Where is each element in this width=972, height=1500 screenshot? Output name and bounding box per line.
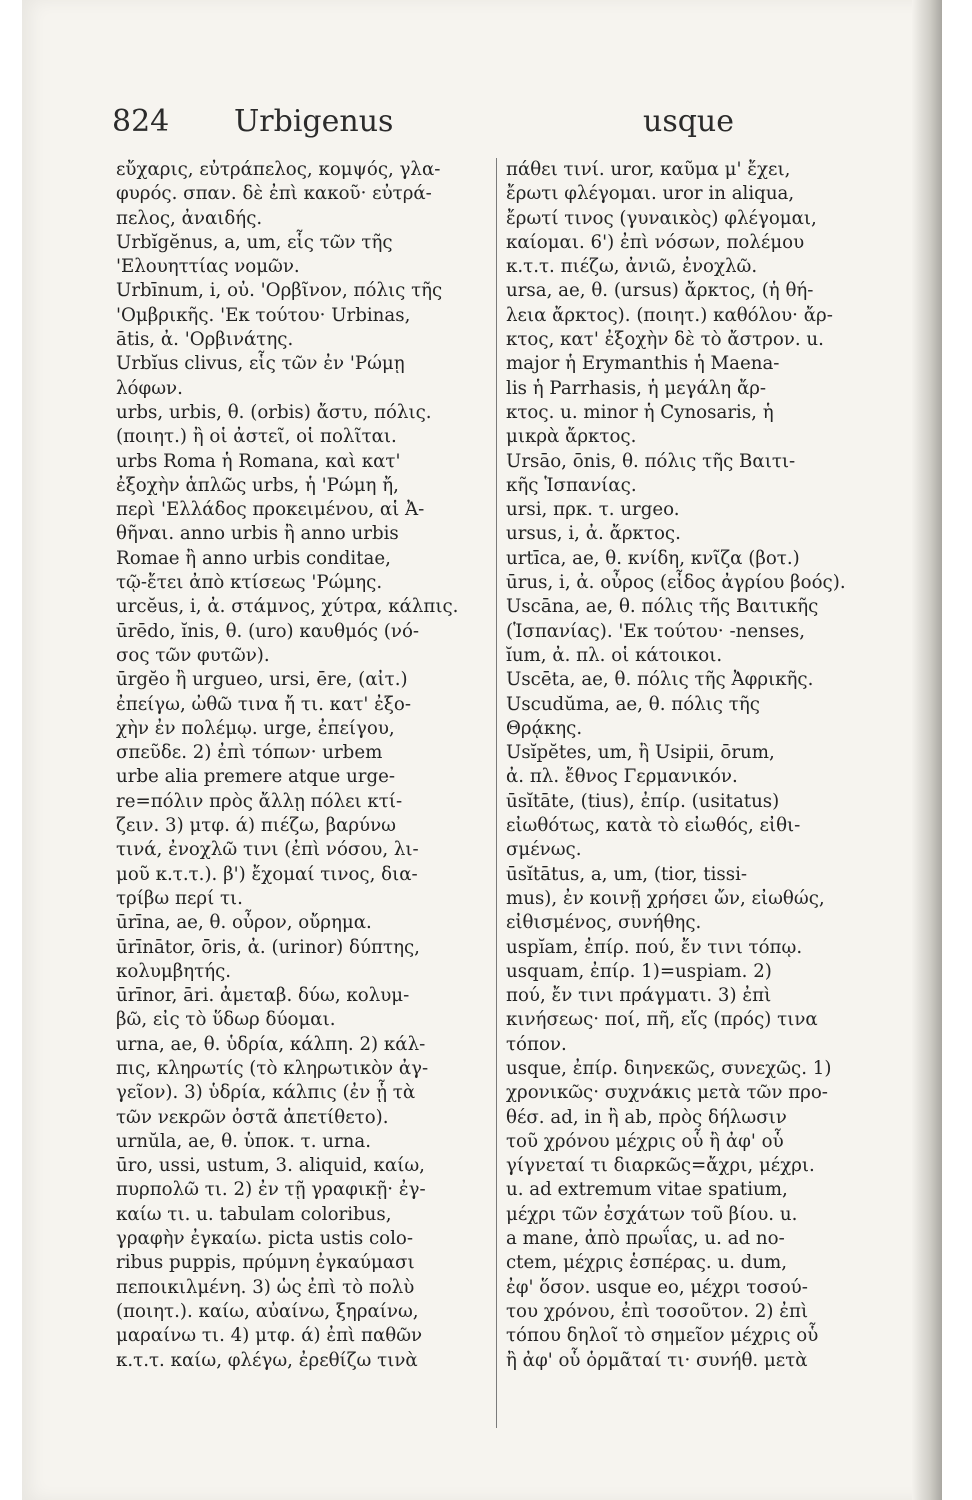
text-line: πάθει τινί. uror, καῦμα μ' ἔχει, — [506, 159, 791, 180]
text-line: lis ἡ Parrhasis, ἡ μεγάλη ἄρ- — [506, 377, 767, 399]
text-line: κτος, κατ' ἐξοχὴν δὲ τὸ ἄστρον. u. — [506, 329, 824, 351]
text-line: ἐξοχὴν ἁπλῶς urbs, ἡ 'Ρώμη ἤ, — [116, 474, 399, 496]
text-line: ἐπείγω, ὠθῶ τινα ἤ τι. κατ' ἐξο- — [116, 693, 412, 715]
text-line: τινά, ἐνοχλῶ τινι (ἐπὶ νόσου, λι- — [116, 839, 419, 861]
text-line: τῶν νεκρῶν ὀστᾶ ἀπετίθετο). — [116, 1106, 389, 1128]
text-line: ζειν. 3) μτφ. ά) πιέζω, βαρύνω — [116, 815, 397, 837]
text-line: γεῖον). 3) ὑδρία, κάλπις (ἐν ᾗ τὰ — [116, 1082, 416, 1104]
header-last-entry: usque — [643, 104, 734, 139]
text-line: (ποιητ.). καίω, αὐαίνω, ξηραίνω, — [116, 1300, 419, 1322]
header-first-entry: Urbigenus — [234, 104, 394, 139]
text-line: ἔρωτι φλέγομαι. uror in aliqua, — [506, 183, 795, 205]
text-line: γίγνεταί τι διαρκῶς=ἄχρι, μέχρι. — [506, 1155, 815, 1177]
text-line: κολυμβητής. — [116, 960, 232, 982]
text-line: ūrgĕo ἢ urgueo, ursi, ēre, (αἰτ.) — [116, 669, 408, 691]
text-line: Uscudŭma, ae, θ. πόλις τῆς — [506, 693, 760, 715]
text-line: γραφὴν ἐγκαίω. picta ustis colo- — [116, 1228, 414, 1250]
text-line: 'Ελουηττίας νομῶν. — [116, 256, 300, 278]
text-line: θῆναι. anno urbis ἢ anno urbis — [116, 523, 399, 545]
page-edge-shadow — [912, 0, 942, 1500]
text-line: Urbīnum, i, οὐ. 'Ορβῖνον, πόλις τῆς — [116, 280, 443, 302]
text-line: ctem, μέχρις ἑσπέρας. u. dum, — [506, 1252, 788, 1274]
text-line: του χρόνου, ἐπὶ τοσοῦτον. 2) ἐπὶ — [506, 1300, 809, 1322]
text-line: (Ἱσπανίας). 'Εκ τούτου· -nenses, — [506, 620, 806, 642]
text-line: usquam, ἐπίρ. 1)=uspiam. 2) — [506, 960, 772, 982]
right-column — [506, 158, 891, 1373]
text-line: ūrīnātor, ōris, ἀ. (urinor) δύπτης, — [116, 936, 420, 958]
page-header — [112, 104, 734, 144]
text-line: τρίβω περί τι. — [116, 887, 243, 909]
text-line: λόφων. — [116, 377, 183, 399]
text-line: κ.τ.τ. καίω, φλέγω, ἐρεθίζω τινὰ — [116, 1349, 418, 1371]
text-line: urnŭla, ae, θ. ὑποκ. τ. urna. — [116, 1130, 371, 1152]
text-line: ἐφ' ὅσον. usque eo, μέχρι τοσού- — [506, 1276, 808, 1298]
text-line: πελος, ἀναιδής. — [116, 207, 263, 229]
text-line: μοῦ κ.τ.τ.). β') ἔχομαί τινος, δια- — [116, 863, 418, 885]
text-line: κῆς Ἱσπανίας. — [506, 474, 637, 496]
text-line: λεια ἄρκτος). (ποιητ.) καθόλου· ἄρ- — [506, 304, 833, 326]
text-line: σπεῦδε. 2) ἐπὶ τόπων· urbem — [116, 742, 383, 764]
text-line: Urbĭus clivus, εἷς τῶν ἐν 'Ρώμῃ — [116, 353, 405, 375]
text-line: Uscāna, ae, θ. πόλις τῆς Βαιτικῆς — [506, 596, 819, 618]
text-line: (ποιητ.) ἢ οἱ ἀστεῖ, οἱ πολῖται. — [116, 426, 397, 448]
text-line: major ἡ Erymanthis ἡ Maena- — [506, 353, 780, 375]
text-line: περὶ 'Ελλάδος προκειμένου, αἱ Ἀ- — [116, 499, 425, 521]
text-line: ursa, ae, θ. (ursus) ἄρκτος, (ἡ θή- — [506, 280, 814, 302]
text-line: Urbĭgĕnus, a, um, εἷς τῶν τῆς — [116, 231, 393, 253]
text-line: φυρός. σπαν. δὲ ἐπὶ κακοῦ· εὐτρά- — [116, 183, 432, 205]
text-line: ribus puppis, πρύμνη ἐγκαύμασι — [116, 1252, 415, 1274]
text-line: πις, κληρωτίς (τὸ κληρωτικὸν ἀγ- — [116, 1057, 429, 1079]
text-line: τῷ-ἔτει ἀπὸ κτίσεως 'Ρώμης. — [116, 572, 383, 594]
text-line: ursus, i, ἀ. ἄρκτος. — [506, 523, 681, 545]
text-line: mus), ἐν κοινῇ χρήσει ὤν, εἰωθώς, — [506, 887, 825, 909]
text-line: κινήσεως· ποί, πῆ, εἴς (πρός) τινα — [506, 1009, 818, 1031]
text-line: βῶ, εἰς τὸ ὕδωρ δύομαι. — [116, 1009, 336, 1031]
text-line: σος τῶν φυτῶν). — [116, 644, 270, 666]
text-line: πού, ἔν τινι πράγματι. 3) ἐπὶ — [506, 985, 772, 1007]
text-line: a mane, ἀπὸ πρωΐας, u. ad no- — [506, 1228, 785, 1250]
text-line: ἀ. πλ. ἔθνος Γερμανικόν. — [506, 766, 738, 788]
text-line: ūro, ussi, ustum, 3. aliquid, καίω, — [116, 1155, 425, 1177]
text-line: ātis, ἀ. 'Ορβινάτης. — [116, 329, 294, 351]
text-line: ūrīnor, āri. ἀμεταβ. δύω, κολυμ- — [116, 985, 410, 1007]
text-line: Romae ἢ anno urbis conditae, — [116, 547, 391, 569]
text-line: urbe alia premere atque urge- — [116, 766, 396, 788]
text-line: τόπου δηλοῖ τὸ σημεῖον μέχρις οὗ — [506, 1325, 819, 1347]
text-line: u. ad extremum vitae spatium, — [506, 1179, 788, 1201]
text-line: ursi, πρκ. τ. urgeo. — [506, 499, 680, 521]
text-line: μικρὰ ἄρκτος. — [506, 426, 637, 448]
text-line: σμένως. — [506, 839, 582, 861]
text-line: εἰωθότως, κατὰ τὸ εἰωθός, εἰθι- — [506, 815, 801, 837]
text-line: ūrēdo, ĭnis, θ. (uro) καυθμός (νό- — [116, 620, 420, 642]
text-line: κτος. u. minor ἡ Cynosaris, ἡ — [506, 401, 774, 423]
text-line: χὴν ἐν πολέμῳ. urge, ἐπείγου, — [116, 717, 395, 739]
text-line: τόπον. — [506, 1033, 567, 1055]
text-line: ἢ ἀφ' οὗ ὁρμᾶταί τι· συνήθ. μετὰ — [506, 1349, 808, 1371]
text-line: Usĭpĕtes, um, ἢ Usipii, ōrum, — [506, 742, 775, 764]
text-line: εἰθισμένος, συνήθης. — [506, 912, 702, 934]
text-line: ἔρωτί τινος (γυναικὸς) φλέγομαι, — [506, 207, 817, 229]
text-line: ĭum, ἀ. πλ. οἱ κάτοικοι. — [506, 644, 723, 666]
text-line: μέχρι τῶν ἐσχάτων τοῦ βίου. u. — [506, 1203, 798, 1225]
text-line: urbs, urbis, θ. (orbis) ἄστυ, πόλις. — [116, 401, 432, 423]
text-line: urbs Roma ἡ Romana, καὶ κατ' — [116, 450, 401, 472]
text-line: urna, ae, θ. ὑδρία, κάλπη. 2) κάλ- — [116, 1033, 426, 1055]
text-line: τοῦ χρόνου μέχρις οὗ ἢ ἀφ' οὗ — [506, 1130, 784, 1152]
text-line: usque, ἐπίρ. διηνεκῶς, συνεχῶς. 1) — [506, 1057, 832, 1079]
text-line: καίομαι. 6') ἐπὶ νόσων, πολέμου — [506, 231, 805, 253]
text-line: εὔχαρις, εὐτράπελος, κομψός, γλα- — [116, 159, 441, 180]
text-line: ūrīna, ae, θ. οὖρον, οὔρημα. — [116, 912, 372, 934]
text-line: θέσ. ad, in ἢ ab, πρὸς δήλωσιν — [506, 1106, 787, 1128]
page-number: 824 — [112, 104, 170, 139]
text-line: κ.τ.τ. πιέζω, ἀνιῶ, ἐνοχλῶ. — [506, 256, 758, 278]
text-line: urtīca, ae, θ. κνίδη, κνῖζα (βοτ.) — [506, 547, 800, 569]
text-line: Θρᾴκης. — [506, 717, 583, 739]
text-line: πυρπολῶ τι. 2) ἐν τῇ γραφικῇ· ἐγ- — [116, 1179, 426, 1201]
text-line: Uscēta, ae, θ. πόλις τῆς Ἀφρικῆς. — [506, 669, 814, 691]
text-line: ūsĭtātus, a, um, (tior, tissi- — [506, 863, 748, 885]
text-line: re=πόλιν πρὸς ἄλλῃ πόλει κτί- — [116, 790, 403, 812]
text-line: urcĕus, i, ἀ. στάμνος, χύτρα, κάλπις. — [116, 596, 459, 618]
text-line: ūsĭtāte, (tius), ἐπίρ. (usitatus) — [506, 790, 780, 812]
text-line: Ursāo, ōnis, θ. πόλις τῆς Βαιτι- — [506, 450, 796, 472]
column-divider — [496, 158, 497, 1428]
text-line: 'Ομβρικῆς. 'Εκ τούτου· Urbinas, — [116, 304, 411, 326]
text-line: μαραίνω τι. 4) μτφ. ά) ἐπὶ παθῶν — [116, 1325, 423, 1347]
text-line: ūrus, i, ἀ. οὖρος (εἶδος ἀγρίου βοός). — [506, 572, 846, 594]
text-line: uspĭam, ἐπίρ. πού, ἔν τινι τόπῳ. — [506, 936, 803, 958]
text-line: πεποικιλμένη. 3) ὡς ἐπὶ τὸ πολὺ — [116, 1276, 415, 1298]
text-line: χρονικῶς· συχνάκις μετὰ τῶν προ- — [506, 1082, 828, 1104]
left-column — [116, 158, 491, 1373]
text-line: καίω τι. u. tabulam coloribus, — [116, 1203, 392, 1225]
